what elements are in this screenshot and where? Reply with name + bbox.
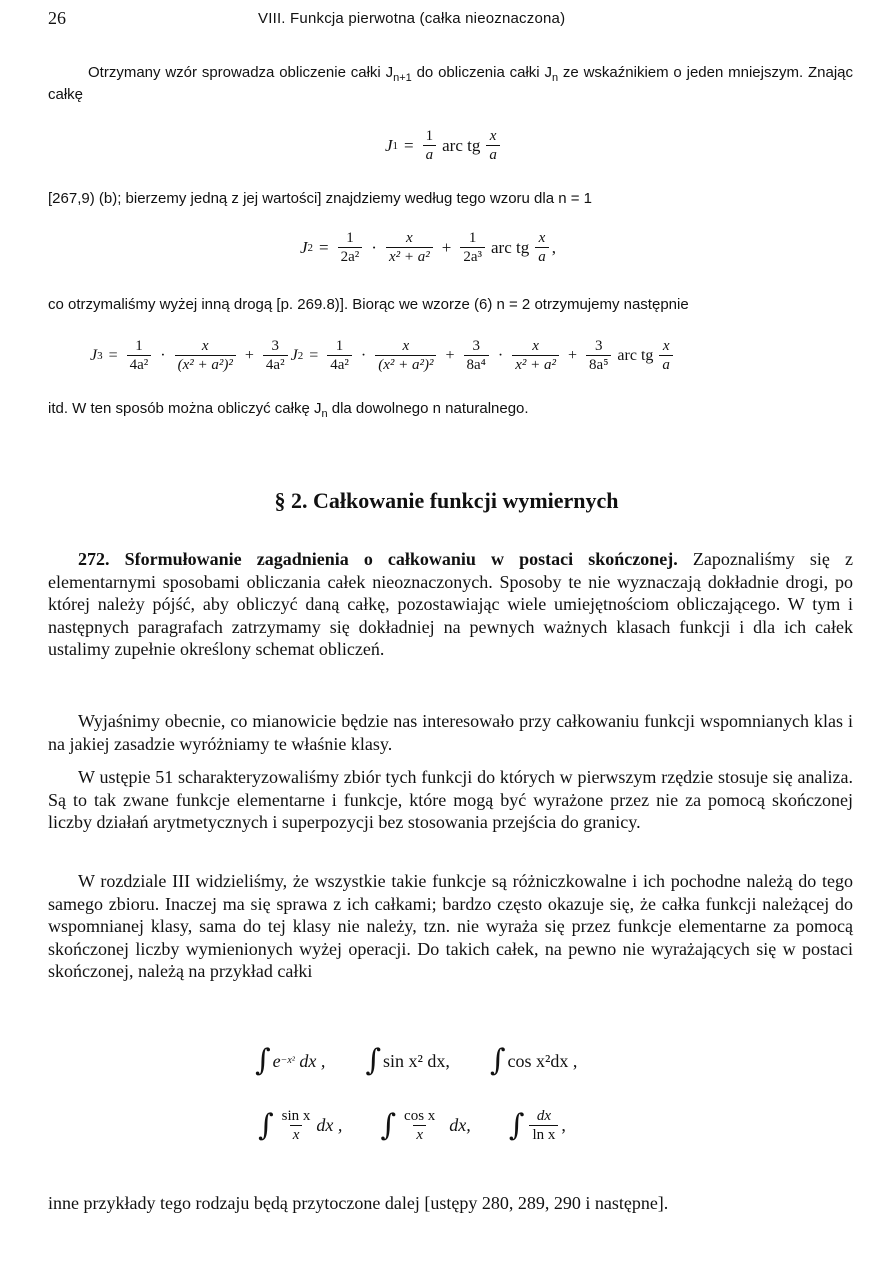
fraction: $\frac{x}{a}$ — [659, 338, 673, 373]
equation-j1: J 1 = $\frac{1}{a}$ arc tg $\frac{x}{a}$ — [385, 128, 503, 163]
fraction: $\frac{x}{a}$ — [486, 128, 500, 163]
fraction: $\frac{3}{\text{4a²}}$ — [263, 338, 288, 373]
paragraph-272: 272. Sformułowanie zagadnienia o całkowaniu w postaci skończonej. Zapoznaliśmy się z elementarnymi sposobami obliczania całek nieoznaczonych. Sposoby te nie wyznaczają dokładnie drogi, po której należy pójść, aby obliczyć daną całkę, pozostawiając wiele umiejętnościom obliczającego. W tym i następnych paragrafach zatrzymamy się dokładniej na pewnych ważnych klasach funkcji i dla ich całek ustalimy zupełnie określony schemat obliczeń. — [48, 549, 853, 659]
fraction: $\frac{3}{\text{8a⁴}}$ — [464, 338, 489, 373]
page-number: 26 — [48, 8, 66, 28]
final-line: inne przykłady tego rodzaju będą przytoczone dalej [ustępy 280, 289, 290 i następne]. — [48, 1193, 669, 1213]
fraction: $\frac{x}{\text{(x² + a²)²}}$ — [175, 338, 236, 373]
itd-line: itd. W ten sposób można obliczyć całkę $J_n$ dla dowolnego n naturalnego. — [48, 400, 529, 420]
integrals-row-2: ∫ $\frac{\text{sin x}}{x}$ dx , ∫ $\frac{\text{cos x}}{x}$ dx, ∫ $\frac{dx}{\text{ln x}}$ , — [258, 1107, 566, 1143]
fraction: $\frac{1}{\text{2a²}}$ — [338, 230, 363, 265]
paragraph-2: Wyjaśnimy obecnie, co mianowicie będzie nas interesowało przy całkowaniu funkcji wspomnianych klas i na jakiej zasadzie wyróżniamy te właśnie klasy. — [48, 711, 853, 754]
intro-paragraph: Otrzymany wzór sprowadza obliczenie całki $J_{n+1}$ do obliczenia całki $J_n$ ze wskaźnikiem o jeden mniejszym. Znając całkę — [48, 64, 853, 103]
paragraph-4: W rozdziale III widzieliśmy, że wszystkie takie funkcje są różniczkowalne i ich pochodne należą do tego samego zbioru. Inaczej ma się sprawa z ich całkami; bardzo często okazuje się, że całka funkcji należącej do wspomnianej klasy, sama do tej klasy nie należy, tzn. nie wyraża się przez funkcje elementarne za pomocą skończonej liczby wymienionych wyżej operacji. Do takich całek, na pewno nie wyrażających się w postaci skończonej, należą na przykład całki — [48, 871, 853, 981]
fraction: $\frac{3}{\text{8a⁵}}$ — [586, 338, 611, 373]
paragraph-3: W ustępie 51 scharakteryzowaliśmy zbiór tych funkcji do których w pierwszym rzędzie stosuje się analiza. Są to tak zwane funkcje elementarne i funkcje, które mogą być wyrażone przez nie za pomocą skończonej liczby działań arytmetycznych i superpozycji bez stosowania przejścia do granicy. — [48, 767, 853, 832]
running-head — [48, 8, 853, 36]
running-title: VIII. Funkcja pierwotna (całka nieoznaczona) — [258, 10, 566, 27]
integrals-row-1: ∫ e −x² dx , ∫ sin x² dx, ∫ cos x²dx , — [255, 1043, 578, 1078]
mid-line: co otrzymaliśmy wyżej inną drogą [p. 269.8)]. Biorąc we wzorze (6) n = 2 otrzymujemy następnie — [48, 296, 689, 313]
fraction: $\frac{1}{\text{4a²}}$ — [127, 338, 152, 373]
fraction: $\frac{x}{\text{(x² + a²)²}}$ — [375, 338, 436, 373]
equation-j3: J 3 = $\frac{1}{\text{4a²}}$ · $\frac{x}{\text{(x² + a²)²}}$ + $\frac{3}{\text{4a²}}$ J 2 = $\frac{1}{\text{4a²}}$ · $\frac{x}{\text{(x² + a²)²}}$ + $\frac{3}{\text{8a⁴}}$ · $\frac{x}{\text{x² + a²}}$ + $\frac{3}{\text{8a⁵}}$ arc tg $\frac{x}{a}$ — [90, 338, 676, 373]
fraction: $\frac{x}{\text{x² + a²}}$ — [512, 338, 559, 373]
fraction: $\frac{x}{a}$ — [535, 230, 549, 265]
reference-line: [267,9) (b); bierzemy jedną z jej wartości] znajdziemy według tego wzoru dla n = 1 — [48, 190, 593, 207]
fraction: $\frac{1}{\text{4a²}}$ — [327, 338, 352, 373]
fraction: $\frac{1}{a}$ — [423, 128, 437, 163]
section-title: § 2. Całkowanie funkcji wymiernych — [274, 488, 619, 513]
fraction: $\frac{1}{\text{2a³}}$ — [460, 230, 485, 265]
equation-j2: J 2 = $\frac{1}{\text{2a²}}$ · $\frac{x}{\text{x² + a²}}$ + $\frac{1}{\text{2a³}}$ arc tg $\frac{x}{a}$ , — [300, 230, 556, 265]
fraction: $\frac{x}{\text{x² + a²}}$ — [386, 230, 433, 265]
